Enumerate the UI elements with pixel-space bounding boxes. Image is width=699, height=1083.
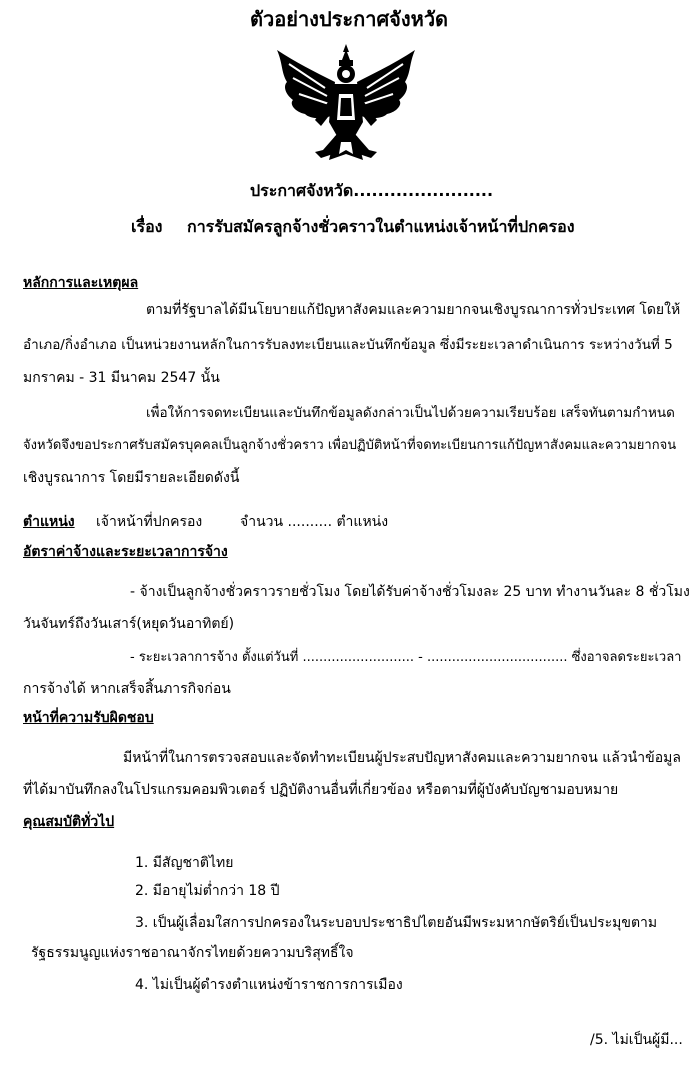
principles-p1-line1: ตามที่รัฐบาลได้มีนโยบายแก้ปัญหาสังคมและความยากจนเชิงบูรณาการทั่วประเทศ โดยให้: [146, 302, 681, 318]
duty-line1: มีหน้าที่ในการตรวจสอบและจัดทำทะเบียนผู้ประสบปัญหาสังคมและความยากจน แล้วนำข้อมูล: [123, 750, 681, 766]
qual-item-4: 4. ไม่เป็นผู้ดำรงตำแหน่งข้าราชการการเมือง: [135, 977, 403, 993]
qual-item-2: 2. มีอายุไม่ต่ำกว่า 18 ปี: [135, 883, 280, 899]
principles-p2-line3: เชิงบูรณาการ โดยมีรายละเอียดดังนี้: [23, 470, 240, 486]
announcement-line: ประกาศจังหวัด.......................: [250, 181, 494, 200]
page-continuation: /5. ไม่เป็นผู้มี...: [590, 1032, 683, 1048]
qual-item-3: 3. เป็นผู้เลื่อมใสการปกครองในระบอบประชาธิปไตยอันมีพระมหากษัตริย์เป็นประมุขตาม: [135, 915, 658, 931]
principles-p1-line3: มกราคม - 31 มีนาคม 2547 นั้น: [23, 370, 220, 386]
qual-heading: คุณสมบัติทั่วไป: [23, 814, 115, 830]
wage-item1-line2: วันจันทร์ถึงวันเสาร์(หยุดวันอาทิตย์): [23, 616, 235, 632]
principles-p2-line1: เพื่อให้การจดทะเบียนและบันทึกข้อมูลดังกล่าวเป็นไปด้วยความเรียบร้อย เสร็จทันตามกำหนด: [146, 405, 675, 421]
garuda-emblem-icon: [275, 42, 417, 164]
position-value: เจ้าหน้าที่ปกครอง: [96, 514, 203, 530]
wage-item2-line2: การจ้างได้ หากเสร็จสิ้นภารกิจก่อน: [23, 681, 231, 697]
position-count: จำนวน .......... ตำแหน่ง: [240, 514, 389, 530]
principles-p2-line2: จังหวัดจึงขอประกาศรับสมัครบุคคลเป็นลูกจ้างชั่วคราว เพื่อปฏิบัติหน้าที่จดทะเบียนการแก้ปัญหาสังคมและความยากจน: [23, 438, 677, 453]
wage-heading: อัตราค่าจ้างและระยะเวลาการจ้าง: [23, 544, 228, 560]
principles-heading: หลักการและเหตุผล: [23, 275, 139, 291]
page-title: ตัวอย่างประกาศจังหวัด: [250, 7, 449, 31]
position-label: ตำแหน่ง: [23, 514, 75, 530]
subject-text: การรับสมัครลูกจ้างชั่วคราวในตำแหน่งเจ้าหน้าที่ปกครอง: [187, 217, 575, 236]
duty-heading: หน้าที่ความรับผิดชอบ: [23, 710, 154, 726]
subject-label: เรื่อง: [131, 217, 163, 236]
qual-item-3-cont: รัฐธรรมนูญแห่งราชอาณาจักรไทยด้วยความบริสุทธิ์ใจ: [31, 945, 354, 961]
wage-item1-line1: - จ้างเป็นลูกจ้างชั่วคราวรายชั่วโมง โดยได้รับค่าจ้างชั่วโมงละ 25 บาท ทำงานวันละ 8 ชั่วโมง: [130, 584, 690, 600]
qual-item-1: 1. มีสัญชาติไทย: [135, 855, 234, 871]
duty-line2: ที่ได้มาบันทึกลงในโปรแกรมคอมพิวเตอร์ ปฏิบัติงานอื่นที่เกี่ยวข้อง หรือตามที่ผู้บังคับบัญชามอบหมาย: [23, 782, 619, 798]
wage-item2-line1: - ระยะเวลาการจ้าง ตั้งแต่วันที่ ........................... - .................................. ซึ่งอาจลดระยะเวลา: [130, 650, 682, 665]
principles-p1-line2: อำเภอ/กิ่งอำเภอ เป็นหน่วยงานหลักในการรับลงทะเบียนและบันทึกข้อมูล ซึ่งมีระยะเวลาดำเนินการ ระหว่างวันที่ 5: [23, 337, 673, 353]
